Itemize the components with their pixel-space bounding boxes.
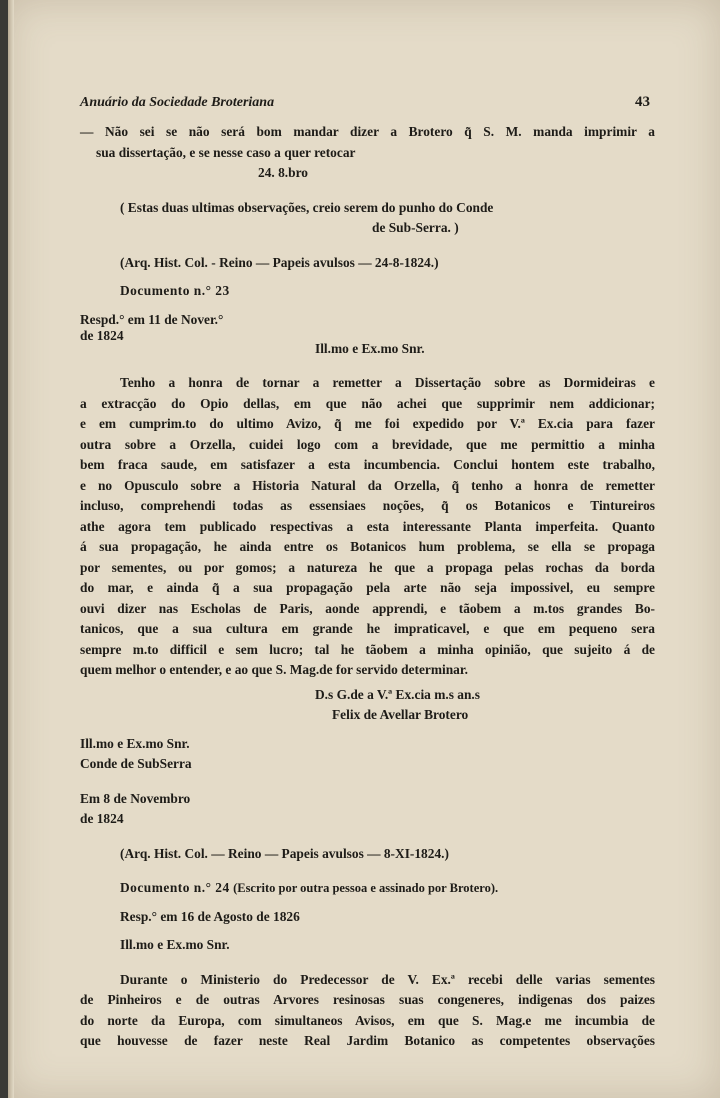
salutation: Ill.mo e Ex.mo Snr. xyxy=(315,340,425,356)
text-line: e em cumprim.to do ultimo Avizo, q̃ me foi expedido por V.ª Ex.cia para fazer xyxy=(80,416,655,431)
letter-body xyxy=(80,373,655,681)
text-line: outra sobre a Orzella, cuidei logo com a brevidade, que me permittio a minha xyxy=(80,436,655,452)
date-line: 24. 8.bro xyxy=(258,165,308,180)
signature: Felix de Avellar Brotero xyxy=(332,707,469,722)
text-line: Durante o Ministerio do Predecessor de V. Ex.ª recebi delle varias sementes xyxy=(120,971,655,987)
text-line: athe agora tem publicado respectivas a esta interessante Planta imperfeita. Quanto xyxy=(80,518,655,534)
salutation: Ill.mo e Ex.mo Snr. xyxy=(120,937,230,952)
running-header xyxy=(80,94,650,111)
text-line: incluso, comprehendi todas as essensiaes noções, q̃ os Botanicos e Tintureiros xyxy=(80,498,655,513)
text-line: bem fraca saude, em satisfazer a esta incumbencia. Conclui hontem este trabalho, xyxy=(80,457,655,472)
archive-reference: (Arq. Hist. Col. - Reino — Papeis avulsos — 24-8-1824.) xyxy=(120,254,439,270)
text-line: — Não sei se não será bom mandar dizer a Brotero q̃ S. M. manda imprimir a xyxy=(80,124,655,139)
text-line: a extracção do Opio dellas, em que não achei que supprimir nem addicionar; xyxy=(80,395,655,411)
document-page xyxy=(8,0,720,1098)
letter-date: de 1824 xyxy=(80,811,124,826)
text-line: do norte da Europa, com simultaneos Avisos, em que S. Mag.e me incumbia de xyxy=(80,1012,655,1028)
reply-note: Respd.° em 11 de Nover.° xyxy=(80,311,224,327)
document-heading-line xyxy=(80,878,655,899)
text-line: por sementes, ou por gomos; a natureza he que a propaga pelas rochas da borda xyxy=(80,559,655,575)
text-line: que houvesse de fazer neste Real Jardim Botanico as competentes observações xyxy=(80,1033,655,1048)
reply-note: Resp.° em 16 de Agosto de 1826 xyxy=(120,908,300,924)
text-line: sua dissertação, e se nesse caso a quer retocar xyxy=(96,144,356,160)
text-line: ouvi dizer nas Escholas de Paris, aonde apprendi, e tãobem a m.tos grandes Bo- xyxy=(80,600,655,616)
reply-note: de 1824 xyxy=(80,328,124,343)
text-line: tanicos, que a sua cultura em grande he impraticavel, e que em pequeno sera xyxy=(80,621,655,636)
editor-note: ( Estas duas ultimas observações, creio serem do punho do Conde xyxy=(120,199,494,215)
page-body xyxy=(80,122,655,1052)
text-line: do mar, e ainda q̃ a sua propagação pela arte não seja impossivel, eu sempre xyxy=(80,580,655,595)
text-line: quem melhor o entender, e ao que S. Mag.de for servido determinar. xyxy=(80,662,468,677)
document-note: (Escrito por outra pessoa e assinado por Brotero). xyxy=(233,881,499,895)
journal-title: Anuário da Sociedade Broteriana xyxy=(80,95,275,110)
page-number: 43 xyxy=(635,94,650,110)
text-line: á sua propagação, he ainda entre os Botanicos hum problema, se ella se propaga xyxy=(80,539,655,554)
document-heading: Documento n.° 23 xyxy=(120,283,230,298)
archive-reference: (Arq. Hist. Col. — Reino — Papeis avulsos — 8-XI-1824.) xyxy=(120,845,449,861)
editor-note: de Sub-Serra. ) xyxy=(372,220,459,235)
text-line: e no Opusculo sobre a Historia Natural da Orzella, q̃ tenho a honra de remetter xyxy=(80,477,655,493)
letter-body xyxy=(80,970,655,1052)
document-heading: Documento n.° 24 xyxy=(120,880,230,895)
addressee: Conde de SubSerra xyxy=(80,756,192,771)
addressee: Ill.mo e Ex.mo Snr. xyxy=(80,735,190,751)
text-line: Tenho a honra de tornar a remetter a Dissertação sobre as Dormideiras e xyxy=(120,375,655,390)
text-line: sempre m.to difficil e sem lucro; tal he tãobem a minha opinião, que sujeito á de xyxy=(80,641,655,657)
closing-formula: D.s G.de a V.ª Ex.cia m.s an.s xyxy=(315,686,480,702)
letter-date: Em 8 de Novembro xyxy=(80,790,191,806)
text-line: de Pinheiros e de outras Arvores resinosas suas congeneres, indigenas dos paizes xyxy=(80,992,655,1007)
